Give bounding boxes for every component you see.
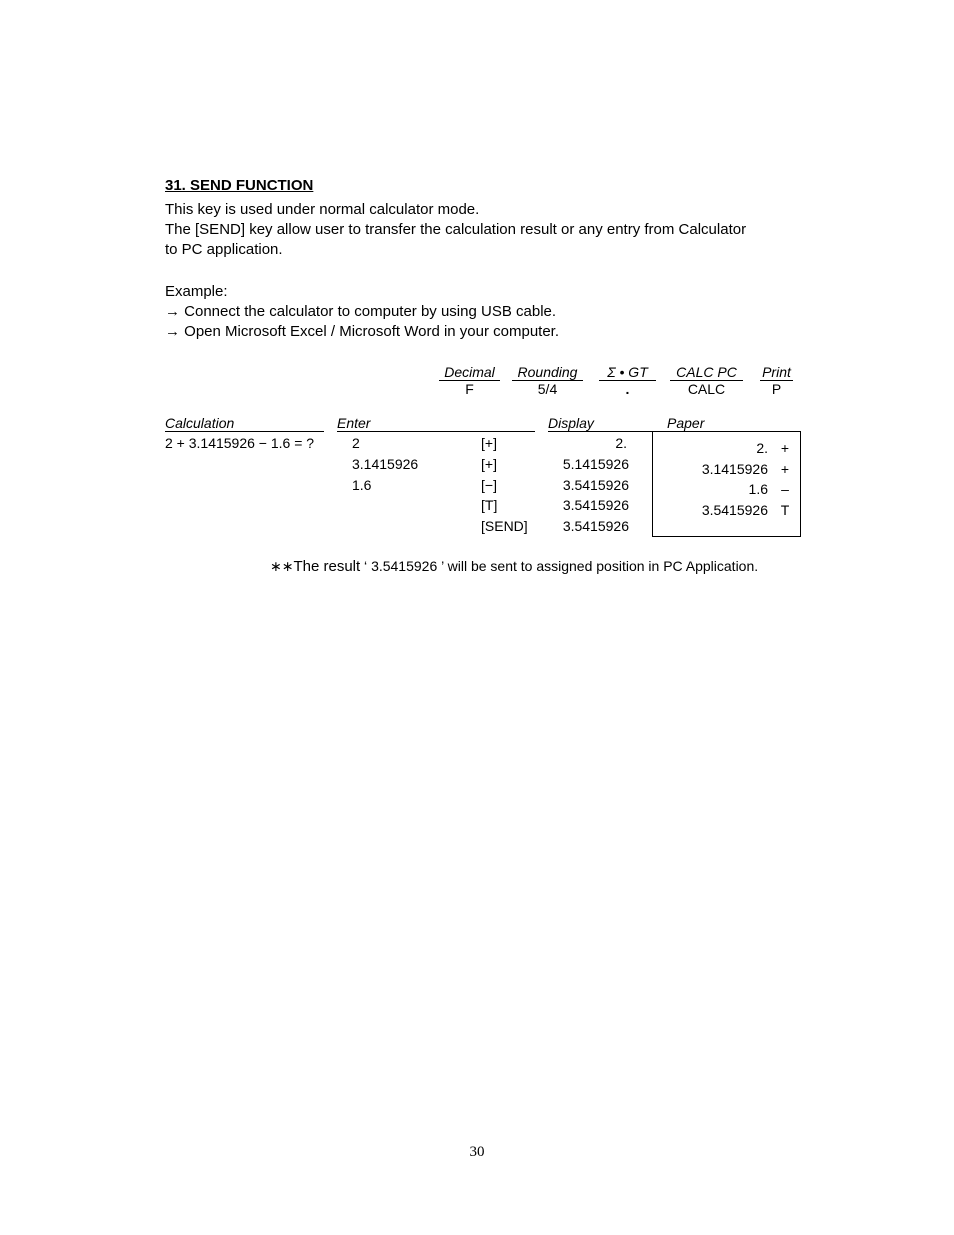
- key-value: [T]: [481, 497, 498, 513]
- enter-value: 1.6: [352, 477, 372, 493]
- setting-value-sum-gt: .: [625, 381, 630, 397]
- header-calculation: Calculation: [165, 415, 324, 432]
- header-enter: Enter: [337, 415, 535, 432]
- display-value: 3.5415926: [562, 477, 629, 493]
- intro-line-1: This key is used under normal calculator mode.: [165, 201, 480, 218]
- display-value: 2.: [615, 435, 627, 451]
- paper-symbol: T: [780, 502, 790, 518]
- footnote: [270, 557, 758, 576]
- paper-symbol: +: [780, 440, 790, 456]
- intro-line-3: to PC application.: [165, 241, 283, 258]
- paper-symbol: –: [781, 481, 789, 497]
- setting-label-rounding: Rounding: [512, 364, 583, 381]
- header-paper: Paper: [667, 415, 705, 431]
- footnote-lead: The result: [293, 558, 361, 575]
- key-value: [+]: [481, 435, 497, 451]
- paper-symbol: +: [780, 461, 790, 477]
- setting-label-sum-gt: Σ • GT: [599, 364, 656, 381]
- key-value: [+]: [481, 456, 497, 472]
- setting-label-print: Print: [760, 364, 793, 381]
- setting-value-print: P: [771, 381, 782, 397]
- enter-value: 2: [352, 435, 360, 451]
- calculation-expression: 2 + 3.1415926 − 1.6 = ?: [165, 435, 315, 451]
- paper-value: 3.1415926: [701, 461, 768, 477]
- key-value: [−]: [481, 477, 497, 493]
- display-value: 5.1415926: [562, 456, 629, 472]
- example-label: Example:: [165, 283, 228, 300]
- setting-label-calc-pc: CALC PC: [670, 364, 743, 381]
- paper-value: 2.: [756, 440, 768, 456]
- display-value: 3.5415926: [562, 497, 629, 513]
- example-step-2: → Open Microsoft Excel / Microsoft Word in your computer.: [165, 323, 560, 340]
- enter-value: 3.1415926: [352, 456, 419, 472]
- paper-value: 3.5415926: [701, 502, 768, 518]
- paper-value: 1.6: [748, 481, 768, 497]
- key-value: [SEND]: [481, 518, 528, 534]
- footnote-marks: ∗∗: [270, 558, 294, 574]
- example-step-1: → Connect the calculator to computer by using USB cable.: [165, 303, 557, 320]
- setting-value-calc-pc: CALC: [687, 381, 726, 397]
- footnote-rest: ’ will be sent to assigned position in PC Application.: [437, 558, 759, 574]
- setting-value-decimal: F: [465, 381, 474, 397]
- section-title: 31. SEND FUNCTION: [165, 177, 314, 194]
- footnote-value: 3.5415926: [371, 558, 438, 574]
- page-number: 30: [469, 1144, 485, 1160]
- setting-value-rounding: 5/4: [537, 381, 558, 397]
- footnote-open-quote: ‘: [360, 558, 372, 574]
- header-display: Display: [548, 415, 652, 432]
- intro-line-2: The [SEND] key allow user to transfer the calculation result or any entry from Calculator: [165, 221, 747, 238]
- display-value: 3.5415926: [562, 518, 629, 534]
- setting-label-decimal: Decimal: [439, 364, 500, 381]
